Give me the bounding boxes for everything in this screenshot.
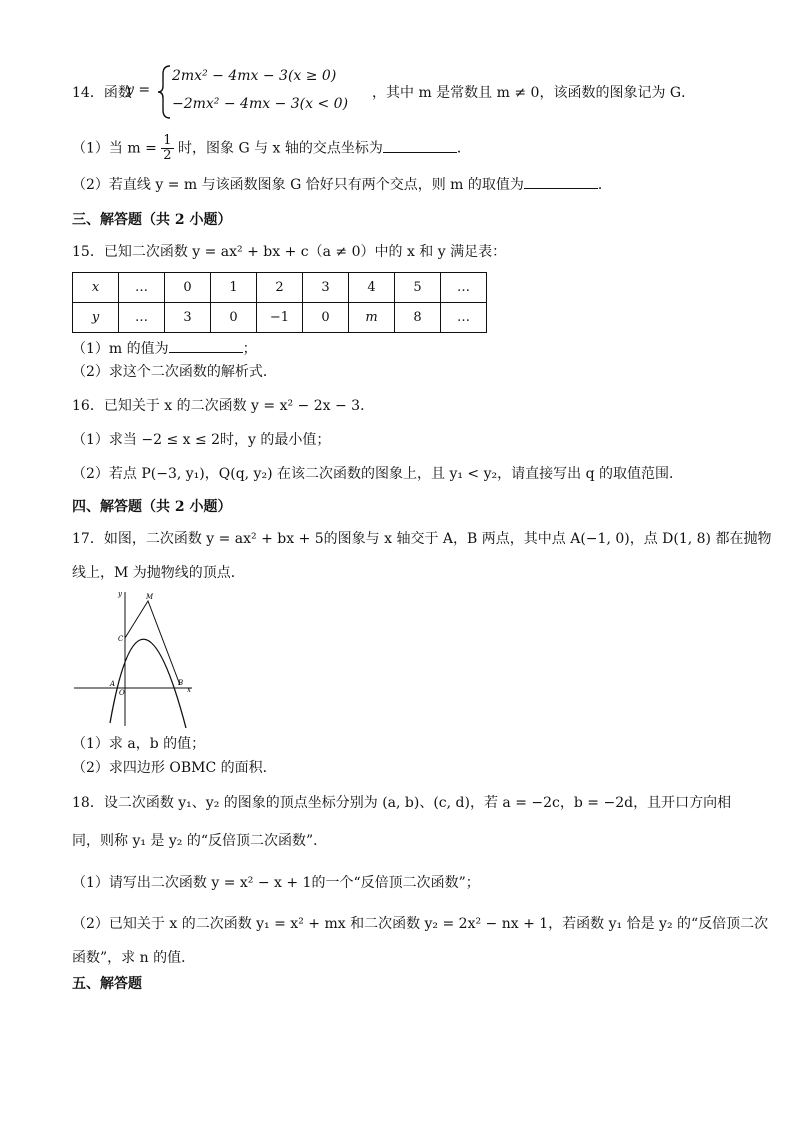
q14-part1 (72, 134, 754, 163)
table-row-x (73, 273, 487, 303)
quadrilateral-edges (125, 601, 180, 685)
label-y: y (118, 590, 122, 598)
table-cell: 3 (303, 273, 349, 303)
section-heading-5: 五、解答题 (72, 976, 142, 992)
table-cell: … (119, 303, 165, 333)
section-heading-4: 四、解答题（共 2 小题） (72, 499, 232, 515)
q17-part1: （1）求 a，b 的值； (72, 736, 206, 752)
label-x: x (187, 686, 191, 694)
table-cell: 3 (165, 303, 211, 333)
label-o: O (119, 689, 125, 697)
q17-part2: （2）求四边形 OBMC 的面积． (72, 760, 277, 776)
table-cell: 1 (211, 273, 257, 303)
fraction-denominator: 2 (163, 148, 172, 163)
fraction (161, 134, 173, 163)
q14-suffix: ，其中 m 是常数且 m ≠ 0，该函数的图象记为 G． (372, 85, 696, 101)
q15-stem: 15．已知二次函数 y = ax² + bx + c（a ≠ 0）中的 x 和 y 满足表： (72, 244, 507, 260)
q16-stem: 16．已知关于 x 的二次函数 y = x² − 2x − 3． (72, 398, 375, 414)
q14-p2-text: （2）若直线 y = m 与该函数图象 G 恰好只有两个交点，则 m 的取值为 (72, 177, 524, 193)
table-cell: … (119, 273, 165, 303)
table-cell: … (441, 303, 487, 333)
q14-lhs: y = (126, 82, 151, 98)
table-cell: x (73, 273, 119, 303)
q18-part1: （1）请写出二次函数 y = x² − x + 1的一个“反倍顶二次函数”； (72, 875, 480, 891)
q14-p1-after: 时，图象 G 与 x 轴的交点坐标为 (178, 140, 383, 157)
table-cell: 2 (257, 273, 303, 303)
table-row-y (73, 303, 487, 333)
table-cell: … (441, 273, 487, 303)
label-a: A (110, 680, 116, 688)
table-cell: 8 (395, 303, 441, 333)
table-cell: y (73, 303, 119, 333)
values-table (72, 272, 487, 333)
table-cell: 0 (211, 303, 257, 333)
q14-case2: −2mx² − 4mx − 3(x < 0) (172, 96, 349, 112)
q15-part1 (72, 338, 754, 359)
table-cell: 5 (395, 273, 441, 303)
parabola-curve (110, 639, 186, 728)
q18-stem-line2: 同，则称 y₁ 是 y₂ 的“反倍顶二次函数”． (72, 833, 328, 849)
table-cell: 0 (165, 273, 211, 303)
section-heading-3: 三、解答题（共 2 小题） (72, 212, 232, 228)
q18-part2-line1: （2）已知关于 x 的二次函数 y₁ = x² + mx 和二次函数 y₂ = 2x² − nx + 1，若函数 y₁ 恰是 y₂ 的“反倍顶二次 (72, 916, 769, 932)
q14-case1: 2mx² − 4mx − 3(x ≥ 0) (172, 68, 337, 84)
q15-p1-text: （1）m 的值为 (72, 341, 169, 357)
q14-p1-end: ． (456, 140, 471, 157)
q16-part1: （1）求当 −2 ≤ x ≤ 2时，y 的最小值； (72, 432, 331, 448)
table-cell: 0 (303, 303, 349, 333)
q18-stem-line1: 18．设二次函数 y₁、y₂ 的图象的顶点坐标分别为 (a, b)、(c, d)，若 a = −2c，b = −2d，且开口方向相 (72, 795, 732, 811)
label-b: B (178, 679, 184, 687)
q15-p1-end: ； (242, 341, 257, 357)
label-c: C (118, 635, 124, 643)
q14-p2-end: ． (597, 177, 612, 193)
q17-stem-line2: 线上，M 为抛物线的顶点． (72, 565, 245, 581)
q16-part2: （2）若点 P(−3, y₁)，Q(q, y₂) 在该二次函数的图象上，且 y₁ < y₂，请直接写出 q 的取值范围． (72, 466, 683, 482)
q14-stem (72, 64, 772, 120)
q14-p1-before: （1）当 m = (72, 140, 157, 157)
label-m: M (146, 593, 154, 601)
answer-blank[interactable] (524, 174, 598, 189)
answer-blank[interactable] (169, 338, 243, 353)
fraction-numerator: 1 (163, 133, 172, 148)
q14-prefix: 14．函数 (72, 85, 132, 101)
q17-stem-line1: 17．如图，二次函数 y = ax² + bx + 5的图象与 x 轴交于 A，B 两点，其中点 A(−1, 0)，点 D(1, 8) 都在抛物 (72, 531, 772, 547)
q14-part2 (72, 174, 754, 195)
table-cell: 4 (349, 273, 395, 303)
parabola-figure (70, 588, 200, 728)
q18-part2-line2: 函数”，求 n 的值． (72, 950, 196, 966)
table-cell: m (349, 303, 395, 333)
answer-blank[interactable] (383, 138, 457, 153)
table-cell: −1 (257, 303, 303, 333)
q15-part2: （2）求这个二次函数的解析式． (72, 364, 277, 380)
